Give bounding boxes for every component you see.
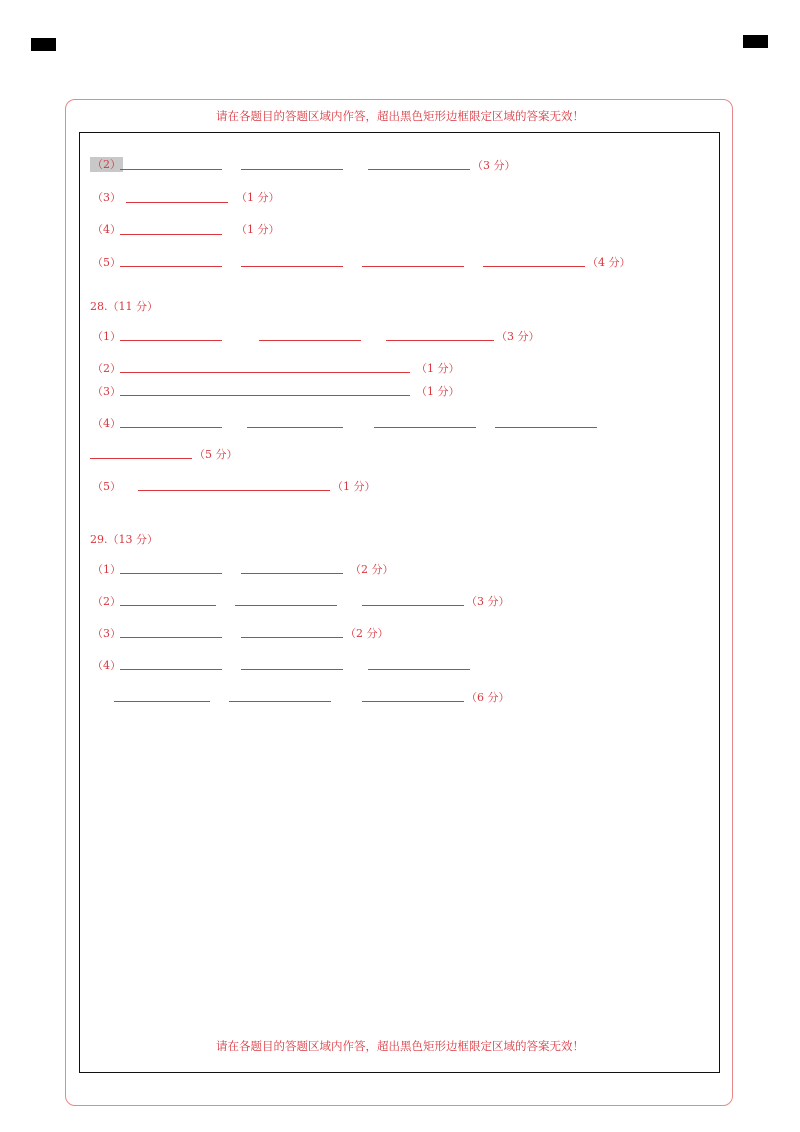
answer-blank[interactable] xyxy=(126,202,228,203)
q27-part4-label: （4） xyxy=(92,223,121,236)
q29-part2-score: （3 分） xyxy=(466,595,510,608)
answer-blank[interactable] xyxy=(120,340,222,341)
answer-blank[interactable] xyxy=(247,427,343,428)
q28-part4-label: （4） xyxy=(92,417,121,430)
q27-part5-score: （4 分） xyxy=(587,256,631,269)
answer-blank[interactable] xyxy=(362,701,464,702)
answer-blank[interactable] xyxy=(362,266,464,267)
q27-part2-label xyxy=(90,156,123,172)
q29-title: 29.（13 分） xyxy=(90,533,158,546)
q29-part4-score: （6 分） xyxy=(466,691,510,704)
answer-blank[interactable] xyxy=(114,701,210,702)
answer-blank[interactable] xyxy=(241,169,343,170)
q29-part3-score: （2 分） xyxy=(345,627,389,640)
answer-blank[interactable] xyxy=(120,395,410,396)
q28-part2-label: （2） xyxy=(92,362,121,375)
answer-blank[interactable] xyxy=(120,427,222,428)
registration-mark-left xyxy=(31,38,56,51)
answer-blank[interactable] xyxy=(120,372,410,373)
answer-blank[interactable] xyxy=(90,458,192,459)
q27-part3-label: （3） xyxy=(92,191,121,204)
registration-mark-right xyxy=(743,35,768,48)
answer-blank[interactable] xyxy=(241,669,343,670)
answer-blank[interactable] xyxy=(235,605,337,606)
answer-blank[interactable] xyxy=(241,637,343,638)
answer-blank[interactable] xyxy=(229,701,331,702)
answer-blank[interactable] xyxy=(138,490,330,491)
answer-blank[interactable] xyxy=(120,605,216,606)
q28-part1-label: （1） xyxy=(92,330,121,343)
answer-blank[interactable] xyxy=(386,340,494,341)
q27-part5-label: （5） xyxy=(92,256,121,269)
answer-blank[interactable] xyxy=(259,340,361,341)
answer-blank[interactable] xyxy=(241,573,343,574)
q27-part3-score: （1 分） xyxy=(236,191,280,204)
answer-blank[interactable] xyxy=(368,669,470,670)
q27-part2-score: （3 分） xyxy=(472,159,516,172)
answer-blank[interactable] xyxy=(362,605,464,606)
q29-part1-label: （1） xyxy=(92,563,121,576)
answer-area-border xyxy=(79,132,720,1073)
notice-bottom: 请在各题目的答题区域内作答，超出黑色矩形边框限定区域的答案无效！ xyxy=(216,1039,584,1053)
answer-blank[interactable] xyxy=(483,266,585,267)
answer-blank[interactable] xyxy=(495,427,597,428)
answer-blank[interactable] xyxy=(368,169,470,170)
q28-part5-score: （1 分） xyxy=(332,480,376,493)
q28-part2-score: （1 分） xyxy=(416,362,460,375)
q29-part1-score: （2 分） xyxy=(350,563,394,576)
q28-part1-score: （3 分） xyxy=(496,330,540,343)
q28-part5-label: （5） xyxy=(92,480,121,493)
answer-blank[interactable] xyxy=(374,427,476,428)
q29-part3-label: （3） xyxy=(92,627,121,640)
answer-blank[interactable] xyxy=(120,669,222,670)
q28-part4-score: （5 分） xyxy=(194,448,238,461)
answer-blank[interactable] xyxy=(120,169,222,170)
notice-top: 请在各题目的答题区域内作答，超出黑色矩形边框限定区域的答案无效！ xyxy=(216,109,584,123)
q28-part3-score: （1 分） xyxy=(416,385,460,398)
answer-blank[interactable] xyxy=(241,266,343,267)
answer-blank[interactable] xyxy=(120,637,222,638)
answer-blank[interactable] xyxy=(120,573,222,574)
q27-part4-score: （1 分） xyxy=(236,223,280,236)
q29-part2-label: （2） xyxy=(92,595,121,608)
q28-part3-label: （3） xyxy=(92,385,121,398)
q29-part4-label: （4） xyxy=(92,659,121,672)
q28-title: 28.（11 分） xyxy=(90,300,158,313)
answer-blank[interactable] xyxy=(120,266,222,267)
q27-part2-label-text: （2） xyxy=(92,158,121,171)
answer-blank[interactable] xyxy=(120,234,222,235)
